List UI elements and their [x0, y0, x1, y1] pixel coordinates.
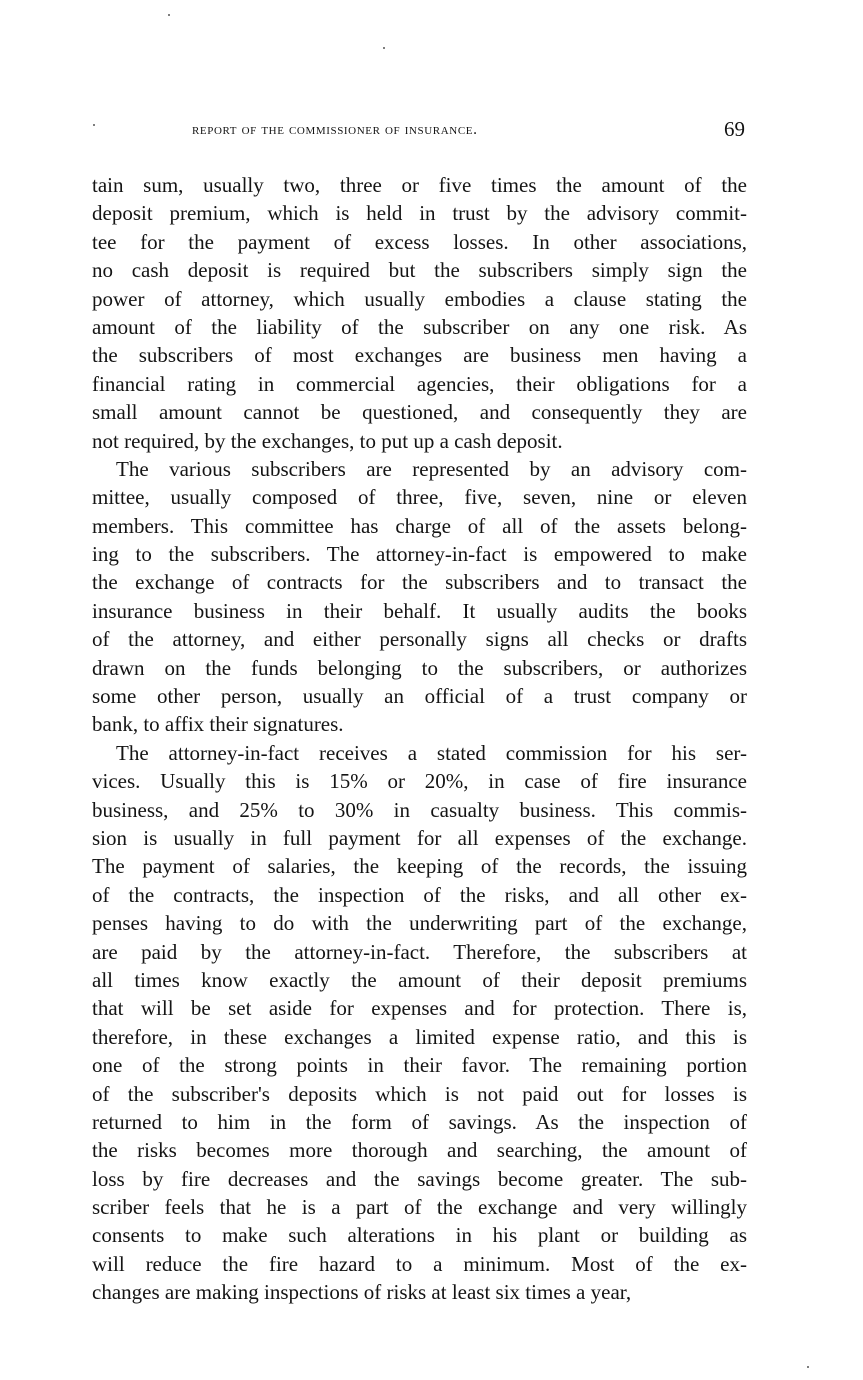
- text-line: changes are making inspections of risks at least six times a year,: [92, 1280, 632, 1305]
- paragraph: [92, 171, 747, 455]
- page-header: [92, 117, 747, 145]
- scan-speck: [383, 47, 385, 49]
- text-line: penses having to do with the underwriting part of the exchange,: [92, 911, 747, 936]
- text-line: tee for the payment of excess losses. In other associations,: [92, 229, 747, 254]
- text-line: business, and 25% to 30% in casualty business. This commis-: [92, 797, 747, 822]
- scan-speck: [168, 14, 170, 16]
- text-line: sion is usually in full payment for all expenses of the exchange.: [92, 825, 747, 850]
- text-line: the risks becomes more thorough and searching, the amount of: [92, 1138, 747, 1163]
- text-line: returned to him in the form of savings. As the inspection of: [92, 1109, 747, 1134]
- text-line: insurance business in their behalf. It usually audits the books: [92, 598, 747, 623]
- text-line: The payment of salaries, the keeping of the records, the issuing: [92, 854, 747, 879]
- text-line: amount of the liability of the subscriber on any one risk. As: [92, 314, 747, 339]
- text-line: not required, by the exchanges, to put up a cash deposit.: [92, 428, 563, 453]
- running-head: report of the commissioner of insurance.: [192, 121, 478, 138]
- text-line: tain sum, usually two, three or five times the amount of the: [92, 173, 747, 197]
- text-line: financial rating in commercial agencies, their obligations for a: [92, 371, 747, 396]
- text-line: bank, to affix their signatures.: [92, 712, 344, 737]
- scan-speck: [807, 1366, 809, 1368]
- text-line: drawn on the funds belonging to the subscribers, or authorizes: [92, 655, 747, 680]
- text-line: loss by fire decreases and the savings become greater. The sub-: [92, 1166, 747, 1191]
- text-line: some other person, usually an official of a trust company or: [92, 684, 747, 709]
- text-line: vices. Usually this is 15% or 20%, in case of fire insurance: [92, 769, 747, 794]
- text-line: ing to the subscribers. The attorney-in-fact is empowered to make: [92, 542, 747, 567]
- text-line: The various subscribers are represented by an advisory com-: [116, 456, 747, 481]
- text-line: of the contracts, the inspection of the risks, and all other ex-: [92, 882, 747, 907]
- text-line: small amount cannot be questioned, and consequently they are: [92, 400, 747, 425]
- text-line: of the attorney, and either personally signs all checks or drafts: [92, 627, 747, 652]
- text-line: members. This committee has charge of all of the assets belong-: [92, 513, 747, 538]
- text-line: scriber feels that he is a part of the exchange and very willingly: [92, 1195, 747, 1220]
- text-line: deposit premium, which is held in trust by the advisory commit-: [92, 201, 747, 226]
- text-line: the exchange of contracts for the subscribers and to transact the: [92, 570, 747, 595]
- text-line: are paid by the attorney-in-fact. Therefore, the subscribers at: [92, 939, 747, 964]
- text-line: no cash deposit is required but the subscribers simply sign the: [92, 258, 747, 283]
- paragraph: [92, 455, 747, 739]
- text-line: therefore, in these exchanges a limited expense ratio, and this is: [92, 1024, 747, 1049]
- text-line: The attorney-in-fact receives a stated commission for his ser-: [116, 740, 747, 765]
- text-line: consents to make such alterations in his plant or building as: [92, 1223, 747, 1248]
- page-number: 69: [724, 117, 745, 141]
- text-line: the subscribers of most exchanges are business men having a: [92, 343, 747, 368]
- paragraph: [92, 739, 747, 1307]
- text-line: all times know exactly the amount of their deposit premiums: [92, 967, 747, 992]
- text-line: mittee, usually composed of three, five, seven, nine or eleven: [92, 485, 747, 510]
- text-line: will reduce the fire hazard to a minimum. Most of the ex-: [92, 1251, 747, 1276]
- text-line: of the subscriber's deposits which is not paid out for losses is: [92, 1081, 747, 1106]
- text-line: power of attorney, which usually embodies a clause stating the: [92, 286, 747, 311]
- text-line: that will be set aside for expenses and for protection. There is,: [92, 996, 747, 1021]
- text-line: one of the strong points in their favor. The remaining portion: [92, 1053, 747, 1078]
- body-text: [92, 171, 747, 1307]
